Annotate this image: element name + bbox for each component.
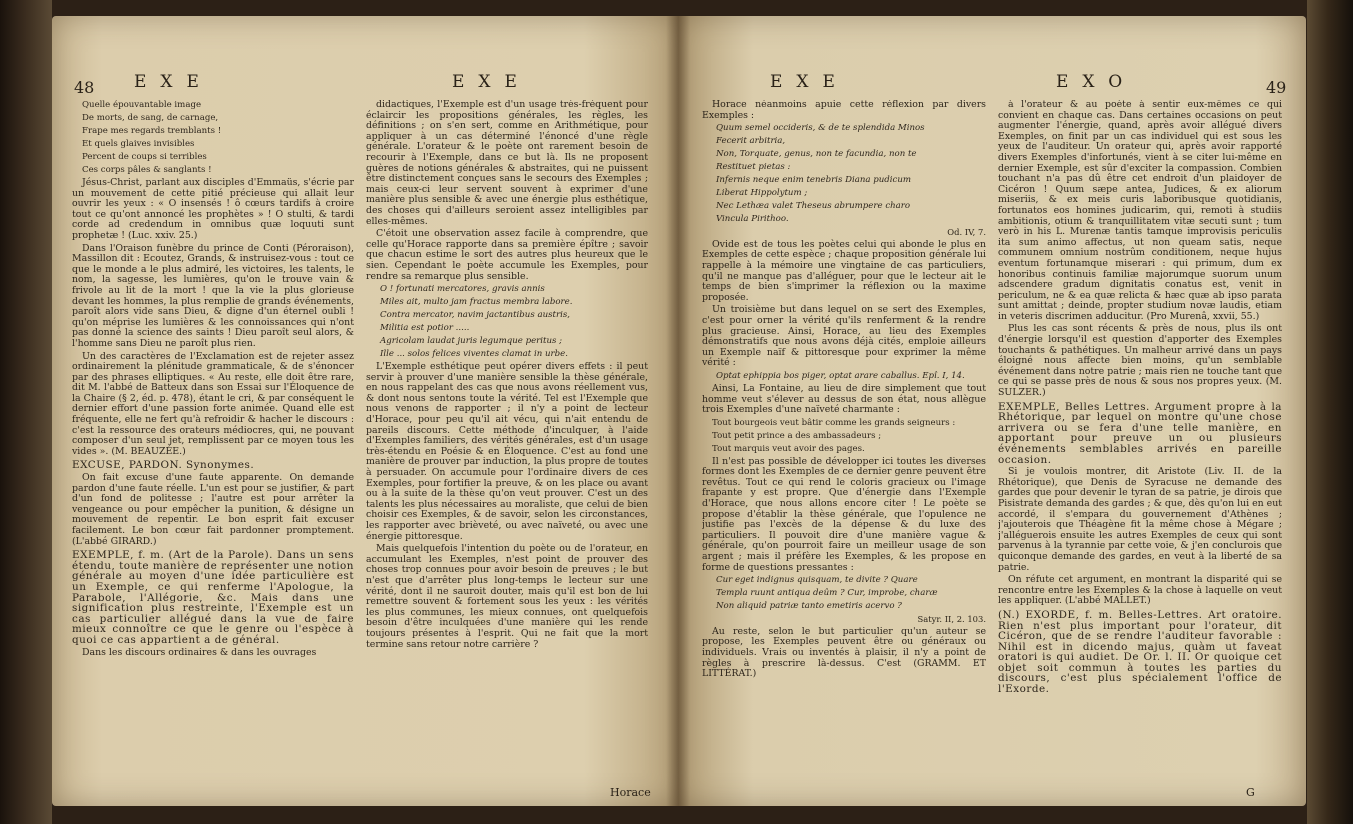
paragraph: Un troisième but dans lequel on se sert des Exemples, c'est pour orner la vérité qu'ils renferment & la rendre plus gracieuse. Ainsi, Horace, au lieu des Exemples démonstratifs que nous avons déjà cités, emploie ailleurs un Exemple naïf & pittoresque pour exprimer la même vérité : — [702, 304, 986, 369]
signature-mark: G — [1246, 786, 1255, 799]
left-page — [52, 16, 678, 806]
paragraph: Jésus-Christ, parlant aux disciples d'Emmaüs, s'écrie par un mouvement de cette pitié précieuse qui allait leur ouvrir les yeux : « O insensés ! ô cœurs tardifs à croire tout ce qu'ont annoncé les prophètes » ! O stulti, & tardi corde ad credendum in omnibus quæ loquuti sunt prophetæ ! (Luc. xxiv. 25.) — [72, 177, 354, 241]
paragraph: Mais quelquefois l'intention du poète ou de l'orateur, en accumulant les Exemples, n'est point de prouver des choses trop connues pour avoir besoin de preuves ; le but n'est que d'arrêter plus long-temps le lecteur sur une vérité, dont il ne sauroit douter, mais qu'il est bon de lui remettre souvent & fortement sous les yeux : les vérités les plus communes, les mieux connues, ont quelquefois besoin d'être inculquées d'une manière qui les rende toujours présentes à l'esprit. Qui ne fait que la mort termine sans retour notre carrière ? — [366, 543, 648, 650]
text-column — [998, 100, 1282, 780]
paragraph: Plus les cas sont récents & près de nous, plus ils ont d'énergie lorsqu'il est question d'apporter des Exemples touchants & pathétiques. Un malheur arrivé dans un pays éloigné nous affecte bien moins, qu'un semblable événement dans notre patrie ; mais rien ne touche tant que ce qui se passe près de nous & sous nos propres yeux. (M. SULZER.) — [998, 323, 1282, 399]
verse-line: Tout petit prince a des ambassadeurs ; — [712, 430, 882, 441]
verse-line: Cur eget indignus quisquam, te divite ? Quare — [716, 575, 918, 586]
running-header: EXO — [1056, 72, 1137, 92]
book-cover-left — [0, 0, 52, 824]
verse-line: Quelle épouvantable image — [82, 100, 202, 110]
citation: Od. IV, 7. — [947, 227, 986, 238]
verse-line: Non aliquid patriæ tanto emetiris acervo ? — [716, 601, 902, 612]
verse-line: Frape mes regards tremblants ! — [82, 126, 222, 136]
paragraph: Horace néanmoins apuie cette réflexion par divers Exemples : — [702, 100, 986, 121]
verse-line: Tout marquis veut avoir des pages. — [712, 443, 865, 454]
verse-line: Fecerit arbitria, — [716, 136, 786, 147]
verse-line: Infernis neque enim tenebris Diana pudicum — [716, 175, 912, 186]
entry-heading: EXEMPLE, Belles Lettres. Argument propre à la Rhétorique, par lequel on montre qu'une chose arrivera ou se fera d'une telle manière, en apportant pour preuve un ou plusieurs événements semblables arrivés en pareille occasion. — [998, 400, 1282, 466]
verse-line: De morts, de sang, de carnage, — [82, 113, 219, 123]
paragraph: Dans les discours ordinaires & dans les ouvrages — [82, 646, 317, 658]
book-cover-right — [1307, 0, 1353, 824]
verse-line: Nec Lethæa valet Theseus abrumpere charo — [716, 201, 911, 212]
verse-line: Percent de coups si terribles — [82, 152, 207, 162]
verse-line: Tout bourgeois veut bâtir comme les grands seigneurs : — [712, 417, 956, 428]
verse-line: Agricolam laudat juris legumque peritus ; — [380, 336, 563, 347]
paragraph: Dans l'Oraison funèbre du prince de Conti (Péroraison), Massillon dit : Ecoutez, Grands, & instruisez-vous : tout ce que le monde a le plus admiré, les victoires, les talents, le nom, la sagesse, les lumières, qu'on le trouve vain & frivole au lit de la mort ! que la vie la plus glorieuse devant les hommes, la plus remplie de grands événements, paroît alors vide sans Dieu, & digne d'un éternel oubli ! qu'on méprise les lumières & les connoissances qui n'ont pas donné la science des saints ! Dieu paroît seul alors, & l'homme sans Dieu ne paroît plus rien. — [72, 242, 354, 349]
verse-line: O ! fortunati mercatores, gravis annis — [380, 284, 545, 295]
catchword: Horace — [610, 786, 651, 799]
paragraph: On fait excuse d'une faute apparente. On demande pardon d'une faute réelle. L'un est pour se justifier, & part d'un fond de politesse ; l'autre est pour arrêter la vengeance ou pour empêcher la punition, & désigne un mouvement de repentir. Le bon esprit fait excuser facilement. Le bon cœur fait pardonner promptement. (L'abbé GIRARD.) — [72, 472, 354, 547]
paragraph: Ovide est de tous les poètes celui qui abonde le plus en Exemples de cette espèce ; chaque proposition générale lui rappelle à la mémoire une vingtaine de cas particuliers, qu'il ne manque pas d'alléguer, pour que le lecteur ait le temps de bien s'imprimer la réflexion ou la maxime proposée. — [702, 238, 986, 303]
verse-line: Vincula Pirithoo. — [716, 214, 789, 225]
verse-line: Contra mercator, navim jactantibus austris, — [380, 310, 570, 321]
right-page — [678, 16, 1306, 806]
text-column — [72, 100, 354, 780]
verse-line: Et quels glaives invisibles — [82, 139, 195, 149]
verse-line: Quum semel occideris, & de te splendida Minos — [716, 123, 925, 134]
paragraph: C'étoit une observation assez facile à comprendre, que celle qu'Horace rapporte dans sa première épître ; savoir que chacun estime le sort des autres plus heureux que le sien. Cependant le poète accumule les Exemples, pour rendre sa remarque plus sensible. — [366, 228, 648, 282]
paragraph: L'Exemple esthétique peut opérer divers effets : il peut servir à prouver d'une manière sensible la thèse générale, en nous rappelant des cas que nous avons réellement vus, & dont nous sentons toute la vérité. Tel est l'Exemple que nous venons de rapporter ; il n'y a point de lecteur d'Horace, pour peu qu'il ait vécu, qui n'ait entendu de pareils discours. Cette méthode d'inculquer, à l'aide d'Exemples familiers, des vérités générales, est d'un usage très-étendu en Poésie & en Éloquence. C'est au fond une manière de prouver par induction, la plus propre de toutes à persuader. On accumule pour l'ordinaire divers de ces Exemples, pour fortifier la preuve, & on les place ou avant ou à la suite de la thèse qu'on veut prouver. C'est un des talents les plus nécessaires au moraliste, que celui de bien choisir ces Exemples, & de savoir, selon les circonstances, les rapporter avec brièveté, ou avec naïveté, ou avec une énergie pittoresque. — [366, 361, 648, 542]
page-number: 49 — [1266, 78, 1287, 97]
verse-line: Miles ait, multo jam fractus membra labore. — [380, 297, 573, 308]
verse-line: Restituet pietas : — [716, 162, 791, 173]
running-header: EXE — [134, 72, 213, 92]
paragraph: Si je voulois montrer, dit Aristote (Liv. II. de la Rhétorique), que Denis de Syracuse ne demande des gardes que pour devenir le tyran de sa patrie, je dirois que Pisistrate demanda des gardes ; & que, dès qu'on lui en eut accordé, il s'empara du gouvernement d'Athènes ; j'ajouterois que Théagène fit la même chose à Mégare ; j'alléguerois ensuite les autres Exemples de ceux qui sont parvenus à la tyrannie par cette voie, & j'en conclurois que quiconque demande des gardes, en veut à la liberté de sa patrie. — [998, 466, 1282, 573]
verse-line: Ces corps pâles & sanglants ! — [82, 165, 212, 175]
verse-line: Templa ruunt antiqua deûm ? Cur, improbe, charæ — [716, 588, 938, 599]
verse-line: Militia est potior ..... — [380, 323, 470, 334]
entry-heading: EXCUSE, PARDON. Synonymes. — [72, 459, 255, 472]
paragraph: Ainsi, La Fontaine, au lieu de dire simplement que tout homme veut s'élever au dessus de son état, nous allègue trois Exemples d'une naïveté charmante : — [702, 382, 986, 416]
text-column — [366, 100, 648, 780]
paragraph: à l'orateur & au poète à sentir eux-mêmes ce qui convient en chaque cas. Dans certaines occasions on peut augmenter l'énergie, quand, après avoir allégué divers Exemples, on finit par un cas individuel qui est sous les yeux de l'auditeur. Un orateur qui, après avoir rapporté divers Exemples d'infortunés, vient à se citer lui-même en dernier Exemple, est sûr d'exciter la compassion. Combien touchant n'a pas dû être cet endroit d'un plaidoyer de Cicéron ! Quum sæpe antea, Judices, & ex aliorum miseriis, & ex meis curis laboribusque quotidianis, fortunatos eos homines judicarim, qui, remoti à studiis ambitionis, otium & tranquillitatem vitæ secuti sunt ; tum verò in his L. Murenæ tantis tamque improvisis periculis ita sum animo affectus, ut non queam satis, neque communem omnium nostrûm conditionem, neque hujus eventum fortunamque miserari : qui primum, dum ex honoribus continuis familiæ majorumque suorum unum adscendere gradum dignitatis conatus est, venit in periculum, ne & ea quæ relicta & hæc quæ ab ipso parata sunt amittat ; deinde, propter studium novæ laudis, etiam in veteris discrimen adducitur. (Pro Murenâ, xxvii, 55.) — [998, 100, 1282, 322]
text-column — [702, 100, 986, 780]
paragraph: Au reste, selon le but particulier qu'un auteur se propose, les Exemples peuvent être ou généraux ou individuels. Vrais ou inventés à plaisir, il n'y a point de règles à prescrire là-dessus. C'est (GRAMM. ET LITTÉRAT.) — [702, 625, 986, 680]
entry-heading: EXEMPLE, f. m. (Art de la Parole). Dans un sens étendu, toute manière de représenter une notion générale au moyen d'une idée particulière est un Exemple, ce qui renferme l'Apologue, la Parabole, l'Allégorie, &c. Mais dans une signification plus restreinte, l'Exemple est un cas particulier allégué dans la vue de faire mieux connoître ce que le genre ou l'espèce à quoi ce cas appartient a de général. — [72, 549, 354, 646]
verse-line: Liberat Hippolytum ; — [716, 188, 808, 199]
paragraph: On réfute cet argument, en montrant la disparité qui se rencontre entre les Exemples & la chose à laquelle on veut les appliquer. (L'abbé MALLET.) — [998, 574, 1282, 607]
verse-line: Ille ... solos felices viventes clamat in urbe. — [380, 349, 568, 360]
running-header: EXE — [770, 72, 849, 92]
verse-line: Non, Torquate, genus, non te facundia, non te — [716, 149, 917, 160]
running-header: EXE — [452, 72, 531, 92]
paragraph: Un des caractères de l'Exclamation est de rejeter assez ordinairement la plénitude grammaticale, & de s'énoncer par des phrases elliptiques. « Au reste, elle doit être rare, dit M. l'abbé de Batteux dans son Essai sur l'Éloquence de la Chaire (§ 2, éd. p. 478), étant le cri, & par conséquent le dernier effort d'une passion forte animée. Quand elle est fréquente, elle ne fert qu'à refroidir & hacher le discours : c'est la ressource des orateurs médiocres, qui, ne pouvant composer d'un seul jet, remplissent par ce moyen tous les vides ». (M. BEAUZÉE.) — [72, 350, 354, 457]
paragraph: didactiques, l'Exemple est d'un usage très-fréquent pour éclaircir les propositions générales, les règles, les définitions ; on s'en sert, comme en Arithmétique, pour appliquer à un cas déterminé l'énoncé d'une règle générale. L'orateur & le poète ont rarement besoin de recourir à l'Exemple, dans ce but là. Ils ne proposent guères de notions générales & abstraites, qui ne puissent être distinctement conçues sans le secours des Exemples ; mais ceux-ci leur servent souvent à exprimer d'une manière plus sensible & avec une énergie plus esthétique, des choses qui d'ailleurs seroient assez intelligibles par elles-mêmes. — [366, 100, 648, 227]
paragraph: Il n'est pas possible de développer ici toutes les diverses formes dont les Exemples de ce dernier genre peuvent être revêtus. Tout ce qui rend le coloris gracieux ou l'image frapante y est propre. Que d'énergie dans l'Exemple d'Horace, que nous allons encore citer ! Le poète se propose d'établir la thèse générale, que l'opulence ne justifie pas l'excès de la dépense & du luxe des particuliers. Il pouvoit dire d'une manière vague & générale, qu'on pourroit faire un meilleur usage de son argent ; mais il préfère les Exemples, & les propose en forme de questions pressantes : — [702, 455, 986, 573]
citation: Satyr. II, 2. 103. — [917, 614, 986, 625]
verse-line: Optat ephippia bos piger, optat arare caballus. Epî. I, 14. — [716, 370, 965, 381]
page-number: 48 — [74, 78, 95, 97]
entry-heading: (N.) EXORDE, f. m. Belles-Lettres. Art oratoire. Rien n'est plus important pour l'orateur, dit Cicéron, que de se rendre l'auditeur favorable : Nihil est in dicendo majus, quàm ut faveat oratori is qui audiet. De Or. l. II. Or quoique cet objet soit commun à toutes les parties du discours, c'est plus spécialement l'office de l'Exorde. — [998, 608, 1282, 696]
